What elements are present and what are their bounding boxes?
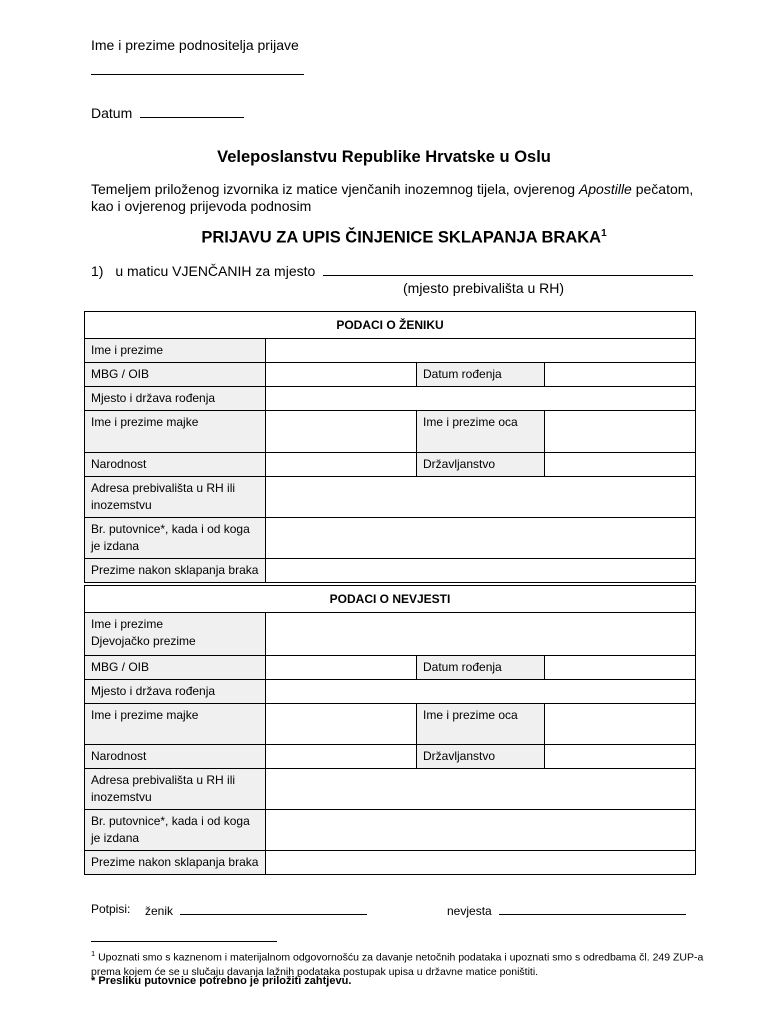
bride-birthdate-label: Datum rođenja [417, 656, 545, 680]
date-label: Datum [91, 105, 133, 121]
bride-mbg-field[interactable] [266, 656, 417, 680]
groom-address-field[interactable] [266, 477, 696, 518]
footnote-1 [91, 947, 721, 979]
bride-name-label: Ime i prezime [91, 617, 164, 631]
form-title [0, 228, 768, 248]
bride-surname-after-field[interactable] [266, 851, 696, 875]
groom-mbg-label: MBG / OIB [85, 363, 266, 387]
bride-maiden-label: Djevojačko prezime [91, 634, 196, 648]
bride-signature-label: nevjesta [447, 904, 492, 918]
registry-place-line[interactable] [323, 263, 693, 276]
bride-citizenship-label: Državljanstvo [417, 745, 545, 769]
groom-signature-label: ženik [145, 904, 174, 918]
applicant-name-label: Ime i prezime podnositelja prijave [91, 37, 299, 53]
bride-birthplace-label: Mjesto i država rođenja [85, 680, 266, 704]
groom-birthplace-label: Mjesto i država rođenja [85, 387, 266, 411]
intro-line2: kao i ovjerenog prijevoda podnosim [91, 198, 312, 214]
groom-nationality-field[interactable] [266, 453, 417, 477]
groom-mother-field[interactable] [266, 411, 417, 453]
intro-paragraph [91, 181, 731, 215]
groom-birthdate-label: Datum rođenja [417, 363, 545, 387]
groom-birthdate-field[interactable] [545, 363, 696, 387]
date-row [91, 105, 244, 121]
groom-address-label: Adresa prebivališta u RH ili inozemstvu [85, 477, 266, 518]
intro-apostille: Apostille [578, 181, 632, 197]
bride-signature-line[interactable] [499, 902, 686, 915]
intro-part1: Temeljem priloženog izvornika iz matice vjenčanih inozemnog tijela, ovjerenog [91, 181, 579, 197]
bride-surname-after-label: Prezime nakon sklapanja braka [85, 851, 266, 875]
bride-mbg-label: MBG / OIB [85, 656, 266, 680]
bride-father-label: Ime i prezime oca [417, 704, 545, 745]
bride-table-title: PODACI O NEVJESTI [85, 586, 696, 613]
groom-surname-after-field[interactable] [266, 559, 696, 583]
groom-birthplace-field[interactable] [266, 387, 696, 411]
registry-number: 1) [91, 263, 104, 279]
bride-passport-label: Br. putovnice*, kada i od koga je izdana [85, 810, 266, 851]
footnote-1-text: Upoznati smo s kaznenom i materijalnom odgovornošću za davanje netočnih podataka i upoznati smo s odredbama čl. 249 ZUP-a prema kojem će se u slučaju davanja lažnih podataka postupak upisa u državne matice poništiti. [91, 951, 704, 978]
groom-signature-row [145, 902, 367, 918]
intro-part2: pečatom, [631, 181, 694, 197]
groom-signature-line[interactable] [180, 902, 367, 915]
bride-father-field[interactable] [545, 704, 696, 745]
groom-surname-after-label: Prezime nakon sklapanja braka [85, 559, 266, 583]
groom-table [84, 311, 696, 583]
groom-name-field[interactable] [266, 339, 696, 363]
bride-address-label: Adresa prebivališta u RH ili inozemstvu [85, 769, 266, 810]
passport-copy-note: * Presliku putovnice potrebno je priložiti zahtjevu. [91, 975, 352, 987]
recipient-heading: Veleposlanstvu Republike Hrvatske u Oslu [217, 148, 551, 166]
groom-name-label: Ime i prezime [85, 339, 266, 363]
bride-nationality-field[interactable] [266, 745, 417, 769]
registry-hint: (mjesto prebivališta u RH) [403, 280, 565, 296]
bride-citizenship-field[interactable] [545, 745, 696, 769]
bride-birthdate-field[interactable] [545, 656, 696, 680]
bride-mother-field[interactable] [266, 704, 417, 745]
bride-passport-field[interactable] [266, 810, 696, 851]
registry-row [91, 263, 693, 279]
footnote-separator [91, 941, 277, 942]
bride-name-label-cell [85, 613, 266, 656]
bride-address-field[interactable] [266, 769, 696, 810]
groom-passport-label: Br. putovnice*, kada i od koga je izdana [85, 518, 266, 559]
groom-table-title: PODACI O ŽENIKU [85, 312, 696, 339]
groom-mbg-field[interactable] [266, 363, 417, 387]
form-title-footnote-ref: 1 [601, 228, 607, 239]
registry-text: u maticu VJENČANIH za mjesto [115, 263, 316, 279]
bride-name-field[interactable] [266, 613, 696, 656]
form-title-text: PRIJAVU ZA UPIS ČINJENICE SKLAPANJA BRAKA [201, 228, 602, 247]
groom-father-label: Ime i prezime oca [417, 411, 545, 453]
applicant-name-line[interactable] [91, 74, 304, 75]
date-line[interactable] [140, 105, 244, 118]
groom-citizenship-field[interactable] [545, 453, 696, 477]
groom-passport-field[interactable] [266, 518, 696, 559]
footnote-1-mark: 1 [91, 949, 96, 958]
bride-signature-row [447, 902, 686, 918]
bride-mother-label: Ime i prezime majke [85, 704, 266, 745]
bride-nationality-label: Narodnost [85, 745, 266, 769]
groom-mother-label: Ime i prezime majke [85, 411, 266, 453]
groom-nationality-label: Narodnost [85, 453, 266, 477]
bride-birthplace-field[interactable] [266, 680, 696, 704]
bride-table [84, 585, 696, 875]
groom-father-field[interactable] [545, 411, 696, 453]
signatures-label: Potpisi: [91, 902, 131, 916]
groom-citizenship-label: Državljanstvo [417, 453, 545, 477]
